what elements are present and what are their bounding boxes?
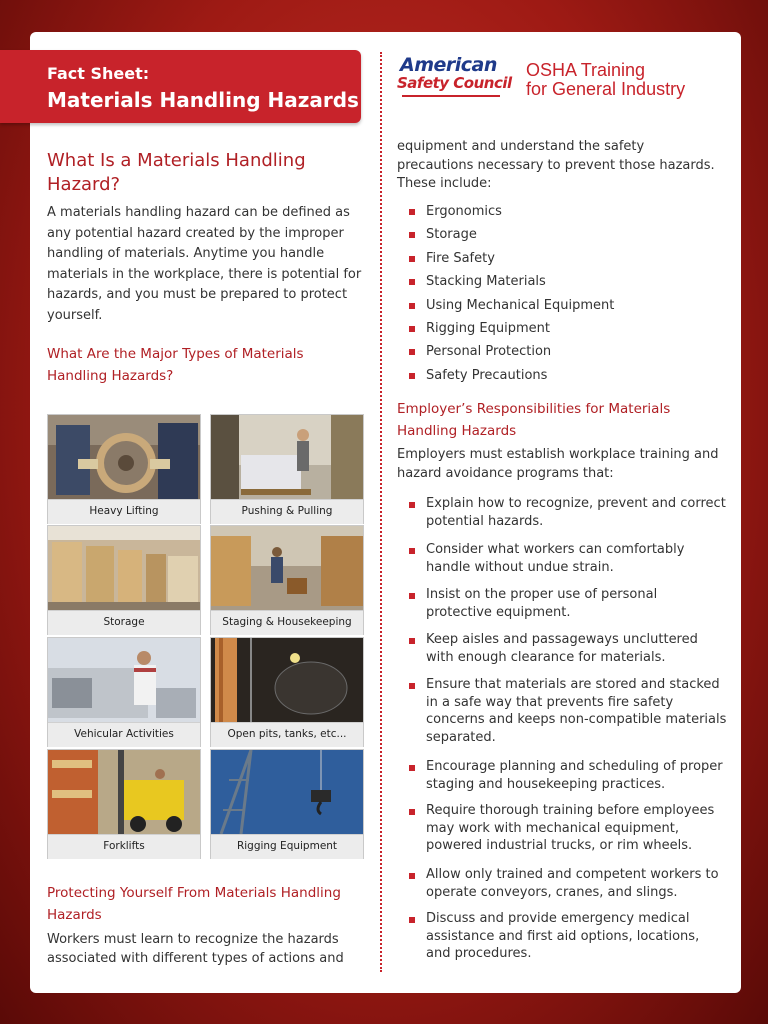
protect-heading: Protecting Yourself From Materials Handling Hazards (47, 885, 341, 923)
caption-staging-housekeeping: Staging & Housekeeping (211, 610, 363, 635)
photo-vehicular-activities (48, 638, 200, 722)
list-item: Require thorough training before employees may work with mechanical equipment, powered industrial trucks, or rim wheels. (397, 802, 727, 855)
image-vehicular-activities (47, 637, 201, 747)
osha-line-1: OSHA Training (526, 60, 646, 80)
list-item: Insist on the proper use of personal protective equipment. (397, 586, 727, 621)
logo-safety-council: Safety Council (397, 74, 512, 92)
photo-rigging-equipment (211, 750, 363, 834)
list-item: Fire Safety (397, 249, 717, 272)
photo-heavy-lifting (48, 415, 200, 499)
list-item: Explain how to recognize, prevent and correct potential hazards. (397, 495, 727, 530)
caption-rigging-equipment: Rigging Equipment (211, 834, 363, 859)
photo-storage (48, 526, 200, 610)
osha-line-2: for General Industry (526, 79, 686, 99)
photo-open-pits-tanks (211, 638, 363, 722)
types-heading: What Are the Major Types of Materials Handling Hazards? (47, 346, 304, 384)
photo-forklifts (48, 750, 200, 834)
image-open-pits-tanks (210, 637, 364, 747)
image-forklifts (47, 749, 201, 859)
list-item: Storage (397, 225, 717, 248)
page-title: Materials Handling Hazards (47, 88, 359, 112)
list-item: Stacking Materials (397, 272, 717, 295)
intro-paragraph: A materials handling hazard can be defined as any potential hazard created by the improper handling of materials. Anytime you handle materials in the workplace, there is potential for hazards, and you must be prepared to protect yourself. (47, 205, 362, 323)
image-pushing-pulling (210, 414, 364, 524)
caption-vehicular-activities: Vehicular Activities (48, 722, 200, 747)
photo-pushing-pulling (211, 415, 363, 499)
section-heading-what-is: What Is a Materials Handling Hazard? (47, 150, 306, 195)
logo-underline (402, 95, 500, 97)
list-item: Encourage planning and scheduling of proper staging and housekeeping practices. (397, 758, 727, 793)
protect-paragraph: Workers must learn to recognize the hazards associated with different types of actions and (47, 932, 344, 966)
caption-storage: Storage (48, 610, 200, 635)
caption-open-pits-tanks: Open pits, tanks, etc... (211, 722, 363, 747)
caption-heavy-lifting: Heavy Lifting (48, 499, 200, 524)
list-item: Keep aisles and passageways uncluttered with enough clearance for materials. (397, 631, 727, 666)
title-banner (0, 50, 361, 123)
logo-american: American (400, 54, 497, 76)
fact-sheet-label: Fact Sheet: (47, 64, 150, 83)
image-storage (47, 525, 201, 635)
list-item: Ensure that materials are stored and stacked in a safe way that prevents fire safety concerns and keeps non-compatible materials separated. (397, 676, 727, 746)
list-item: Using Mechanical Equipment (397, 296, 717, 319)
employer-heading: Employer’s Responsibilities for Materials Handling Hazards (397, 401, 671, 439)
hazard-categories-list (397, 202, 717, 389)
image-rigging-equipment (210, 749, 364, 859)
employer-intro: Employers must establish workplace training and hazard avoidance programs that: (397, 447, 719, 481)
list-item: Safety Precautions (397, 366, 717, 389)
list-item: Ergonomics (397, 202, 717, 225)
caption-pushing-pulling: Pushing & Pulling (211, 499, 363, 524)
list-item: Allow only trained and competent workers to operate conveyors, cranes, and slings. (397, 866, 727, 901)
osha-title (526, 61, 685, 99)
caption-forklifts: Forklifts (48, 834, 200, 859)
list-item: Personal Protection (397, 342, 717, 365)
list-item: Consider what workers can comfortably handle without undue strain. (397, 541, 727, 576)
list-item: Discuss and provide emergency medical assistance and first aid options, locations, and procedures. (397, 910, 727, 963)
continued-paragraph: equipment and understand the safety precautions necessary to prevent those hazards. These include: (397, 139, 715, 191)
image-heavy-lifting (47, 414, 201, 524)
image-staging-housekeeping (210, 525, 364, 635)
list-item: Rigging Equipment (397, 319, 717, 342)
photo-staging-housekeeping (211, 526, 363, 610)
column-divider (380, 52, 382, 972)
